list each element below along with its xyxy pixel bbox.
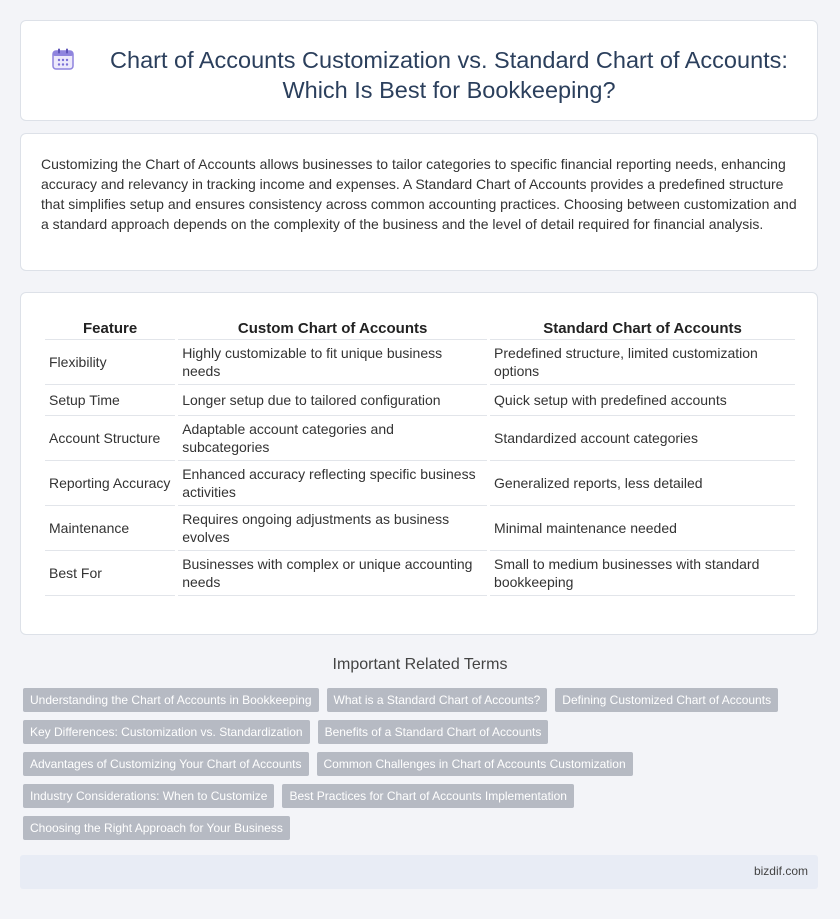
related-tag[interactable]: Common Challenges in Chart of Accounts Customization	[317, 752, 633, 776]
page-title-line1: Chart of Accounts Customization vs. Standard Chart of Accounts:	[110, 47, 788, 73]
footer-site-link[interactable]: bizdif.com	[753, 864, 808, 878]
tag-row	[23, 720, 803, 744]
related-tag[interactable]: Advantages of Customizing Your Chart of Accounts	[23, 752, 309, 776]
tag-row	[23, 752, 803, 776]
footer	[20, 855, 818, 889]
custom-cell: Requires ongoing adjustments as business evolves	[178, 506, 487, 551]
related-tag[interactable]: Understanding the Chart of Accounts in Bookkeeping	[23, 688, 319, 712]
calendar-icon	[51, 47, 75, 71]
tag-row	[23, 816, 803, 840]
related-tag[interactable]: What is a Standard Chart of Accounts?	[327, 688, 548, 712]
summary-text: Customizing the Chart of Accounts allows businesses to tailor categories to specific financial reporting needs, enhancing accuracy and relevancy in tracking income and expenses. A Standard Chart of Accounts provides a predefined structure that simplifies setup and ensures consistency across common accounting practices. Choosing between customization and a standard approach depends on the complexity of the business and the level of detail required for financial analysis.	[41, 156, 797, 232]
standard-cell: Generalized reports, less detailed	[490, 461, 795, 506]
related-tag[interactable]: Benefits of a Standard Chart of Accounts	[318, 720, 549, 744]
header-feature: Feature	[45, 315, 175, 340]
custom-cell: Longer setup due to tailored configuration	[178, 385, 487, 416]
feature-cell: Reporting Accuracy	[45, 461, 175, 506]
feature-cell: Maintenance	[45, 506, 175, 551]
standard-cell: Minimal maintenance needed	[490, 506, 795, 551]
standard-cell: Standardized account categories	[490, 416, 795, 461]
table-row	[45, 416, 795, 461]
related-tag[interactable]: Defining Customized Chart of Accounts	[555, 688, 778, 712]
page-title-line2: Which Is Best for Bookkeeping?	[282, 77, 616, 103]
comparison-table	[42, 315, 798, 596]
title-card	[20, 20, 818, 121]
comparison-card	[20, 292, 818, 635]
related-tag[interactable]: Best Practices for Chart of Accounts Implementation	[282, 784, 573, 808]
page-title	[91, 45, 807, 105]
custom-cell: Adaptable account categories and subcategories	[178, 416, 487, 461]
table-row	[45, 461, 795, 506]
table-row	[45, 340, 795, 385]
related-tag[interactable]: Choosing the Right Approach for Your Business	[23, 816, 290, 840]
standard-cell: Small to medium businesses with standard bookkeeping	[490, 551, 795, 596]
tag-row	[23, 688, 803, 712]
custom-cell: Highly customizable to fit unique business needs	[178, 340, 487, 385]
feature-cell: Flexibility	[45, 340, 175, 385]
header-custom: Custom Chart of Accounts	[178, 315, 487, 340]
table-row	[45, 506, 795, 551]
standard-cell: Quick setup with predefined accounts	[490, 385, 795, 416]
custom-cell: Businesses with complex or unique accounting needs	[178, 551, 487, 596]
summary-card	[20, 133, 818, 271]
table-row	[45, 551, 795, 596]
standard-cell: Predefined structure, limited customization options	[490, 340, 795, 385]
tag-row	[23, 784, 803, 808]
feature-cell: Account Structure	[45, 416, 175, 461]
table-header-row	[45, 315, 795, 340]
related-tag[interactable]: Industry Considerations: When to Customize	[23, 784, 274, 808]
related-terms-heading: Important Related Terms	[332, 656, 508, 673]
feature-cell: Setup Time	[45, 385, 175, 416]
related-tag[interactable]: Key Differences: Customization vs. Standardization	[23, 720, 310, 744]
header-standard: Standard Chart of Accounts	[490, 315, 795, 340]
custom-cell: Enhanced accuracy reflecting specific business activities	[178, 461, 487, 506]
related-terms-list	[23, 688, 803, 848]
feature-cell: Best For	[45, 551, 175, 596]
table-row	[45, 385, 795, 416]
